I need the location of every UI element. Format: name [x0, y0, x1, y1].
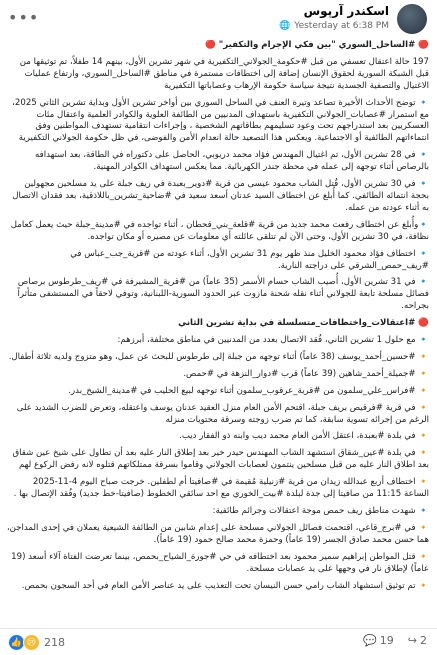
- paragraph-14: 🔸 في بلدة #عين_شقاق استشهد الشاب المهندس حيدر خير بعد إطلاق النار عليه بعد أن تطاول على شيخ عين شقاق بعد اطلاق النار عليه من قبل مسلحين ينتمون لعصابات الجولاني وقاموا بسرقة ممتلكاتهم قتلوه لانه رفض الركوع لهم: [12, 448, 429, 471]
- paragraph-8: 🔹 مع حلول 1 تشرين الثاني، فُقد الاتصال بعدد من المدنيين في مناطق مختلفة، أبرزهم:: [117, 335, 429, 346]
- share-icon: ↪: [407, 634, 417, 647]
- post-title: 🔴 #الساحل_السوري "بين فكي الإجرام والتكفير" 🔴: [205, 40, 429, 50]
- paragraph-5: 🔹وأُبلغ عن اختطاف رفعت محمد جديد من قرية #قلعة_بني_قحطان ، أثناء تواجده في #مدينة_جبلة حيث يعمل كعامل نظافة، في 30 تشرين الأول، وحتى الآن لم تتلقى عائلته أي معلومات عن مصيره أو مكان تواجده.: [10, 219, 429, 242]
- paragraph-15: 🔸 اختطاف أربع عبدالله زيدان من قرية #زنيلية مُقيمة في #صافيتا أم لطفلين. خرجت صباح اليوم 4-11-2025 الساعة 11:15 من صافيتا إلى جدة لبلدة #بيت_الخوري مع احد سائقي الخطوط (صافيتا-خط جديد) وفُقد الإتصال بها .: [13, 477, 429, 500]
- post-timestamp[interactable]: Yesterday at 6:38 PM: [294, 21, 389, 31]
- shares-count: 2: [420, 634, 427, 647]
- author-name[interactable]: اسكندر آرپوس: [303, 4, 389, 18]
- avatar[interactable]: [397, 4, 427, 34]
- paragraph-9: 🔸 #حسين_أحمد_يوسف (38 عاماً) أثناء توجهه من جبلة إلى طرطوس للبحث عن عمل، وهو متزوج ولديه ثلاثة أطفال.: [8, 351, 429, 362]
- comment-icon: 💬: [363, 634, 377, 647]
- like-reaction-icon: 👍: [8, 634, 25, 651]
- paragraph-1: 197 حالة اعتقال تعسفي من قبل #حكومة_الجولاني_التكفيرية في شهر تشرين الأول، بينهم 14 طفلاً، تم توثيقها من قبل الشبكة السورية لحقوق الإنسان إضافة إلى اختطافات مستمرة في مناطق #الساحل_السوري، وارتفاع عمليات الاغتيال والتصفية الجسدية نتيجة سياسة حكومة الإرهاب وعصاباتها التكفيرية: [19, 56, 429, 91]
- more-options-icon[interactable]: •••: [8, 8, 40, 27]
- share-button[interactable]: [408, 634, 427, 647]
- sad-reaction-icon: 😢: [23, 634, 40, 651]
- post-header: [0, 0, 437, 40]
- reactions-summary[interactable]: [8, 634, 65, 651]
- paragraph-17: 🔸 في #برج_قاعي، اقتحمت فصائل الجولاني مسلحة على إعدام شابين من الطائفة الشيعية يعملان في إحدى المداجن، هما حسن محمد صادق الجسر (19 عاماً) وحمزة محمد صالح حمود (19 عاماً).: [6, 522, 429, 545]
- paragraph-12: 🔸 في قرية #فرقيص بريف جبلة، اقتحم الأمن العام منزل العقيد عدنان يوسف واعتقله، وتعرض للضرب الشديد على الرغم من إجرائه تسوية سابقة، كما تم ضرب زوجته وسرقة محتويات منزله: [16, 402, 429, 425]
- post-footer: [0, 628, 437, 655]
- section-heading: 🔴 #اعتقالات_واختطافات_متسلسلة في بداية تشرين الثاني: [178, 318, 429, 329]
- comment-button[interactable]: [363, 634, 394, 647]
- paragraph-10: 🔸 #جميلة_أحمد_شاهين (39 عاماً) قرب #دوار_النزهة في #حمص.: [183, 368, 429, 379]
- post-actions: [363, 634, 427, 647]
- paragraph-13: 🔸 في بلدة #بعبدة، اعتقل الأمن العام محمد ديب وابنه ذو الفقار ديب.: [179, 431, 429, 442]
- paragraph-19: 🔸 تم توثيق استشهاد الشاب رامي حسن النيسان تحت التعذيب على يد عناصر الأمن العام في أحد السجون بحمص.: [21, 580, 429, 591]
- globe-icon: 🌐: [279, 21, 291, 31]
- paragraph-4: 🔹 في 30 تشرين الأول، قُتل الشاب محمود عيسى من قرية #دوير_بعبدة في ريف جبلة على يد مسلحين مجهولين بحجة انتمائه الطائفي. كما أُبلغ عن اختطاف السيد عدنان أسعد سعيد في #ضاحية_تشرين_باللاذقية، بعد فقدان الاتصال به أثناء عودته من عمله.: [12, 179, 429, 213]
- paragraph-11: 🔸 #فراس_علي_سلمون من #قرية_عرقوب_سلمون أثناء توجهه لبيع الحليب في #مدينة_الشيخ_بدر.: [68, 385, 429, 396]
- comments-count: 19: [379, 634, 394, 647]
- paragraph-18: 🔸 قتل المواطن إبراهيم سمير محمود بعد اختطافه في حي #جورة_الشياح_بحمص، بينما تعرضت الفتاة آلاء أسعد (19 عاماً) لإطلاق نار في وجهها على يد عصابات مسلحة.: [11, 551, 429, 574]
- reactions-count: 218: [44, 636, 65, 649]
- post-content: [6, 40, 429, 625]
- paragraph-2: 🔹 توضح الأحداث الأخيرة تصاعد وتيرة العنف في الساحل السوري بين أواخر تشرين الأول وبداية تشرين الثاني 2025، مع استمرار #عصابات_الجولاني التكفيرية باستهداف المدنيين من الطائفة العلوية والكوادر العلمية واعتقال مئات العسكريين بعد استدراجهم تحت وعود تسليمهم بطاقاتهم الشخصية ، وإجراءات انتقامية تستهدف المواطنين وفق انتماءاتهم الطائفية أو الاجتماعية. ويعكس هذا التصعيد حالة انعدام الأمن والفوضى، في ظل حكومة الجولاني التكفيرية: [12, 97, 429, 144]
- paragraph-6: 🔹 اختطاف فؤاد محمود الخليل منذ ظهر يوم 31 تشرين الأول، أثناء عودته من #قرية_جب_عباس في #ريف_حمص_الشرقي على دراجته النارية.: [70, 248, 429, 271]
- paragraph-16: 🔹 شهدت مناطق ريف حمص موجة اعتقالات وجرائم طائفية:: [212, 506, 429, 516]
- post-meta: [279, 21, 389, 31]
- paragraph-3: 🔹 في 28 تشرين الأول، تم اغتيال المهندس فؤاد محمد دريوبي، الحاصل على دكتوراه في الطاقة، بعد استهدافه بالرصاص أثناء توجهه إلى عمله في محطة جندر الكهربائية. مما يعكس استهداف الكوادر المهنية.: [35, 150, 429, 173]
- paragraph-7: 🔹 في 31 تشرين الأول، أُصيب الشاب حسام الأسمر (35 عاماً) من #قرية_المشيرفة في #ريف_طرطوس برصاص فصائل مسلحة تابعة للجولاني أثناء نقله شحنة مازوت عبر الحدود السورية-اللبنانية، وتوفي لاحقاً في المستشفى متأثراً بجراحه.: [17, 277, 429, 312]
